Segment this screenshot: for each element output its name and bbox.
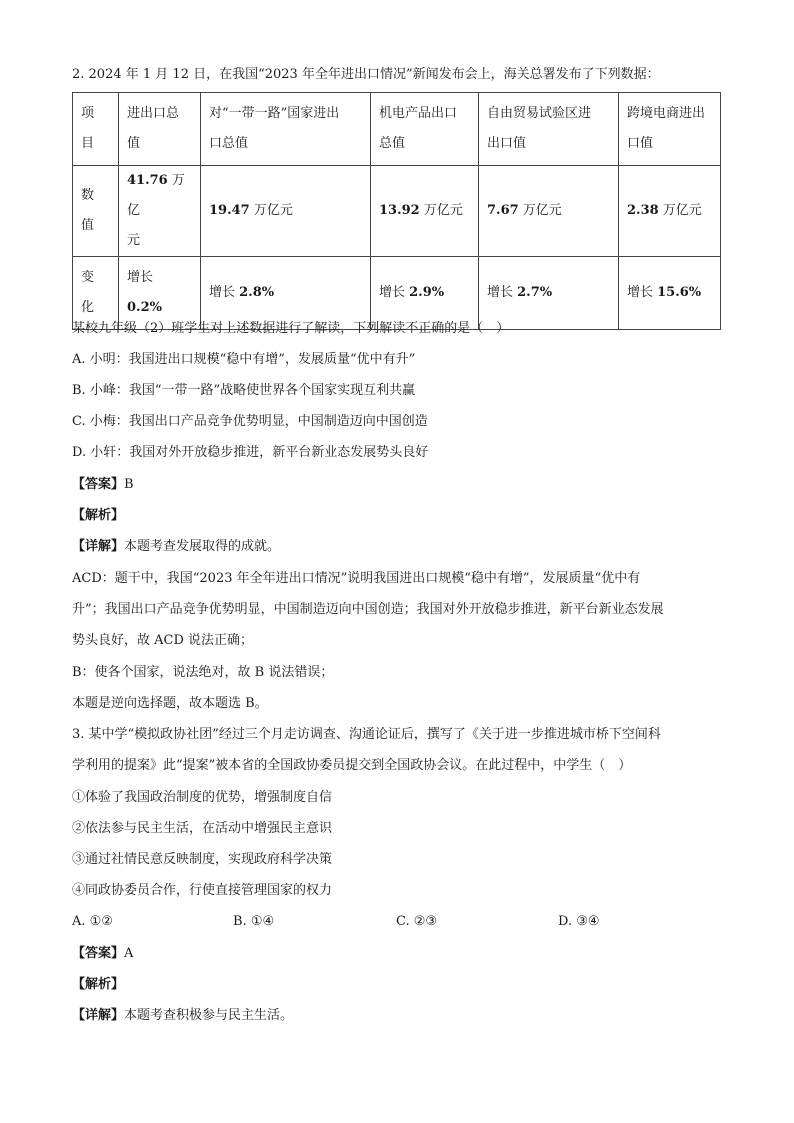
q2-explain-line: 升”；我国出口产品竞争优势明显，中国制造迈向中国创造；我国对外开放稳步推进，新平台新业态发展 [72,602,664,617]
value-cell: 7.67 万亿元 [479,166,619,257]
change-cell: 增长 2.7% [479,257,619,330]
q3-detail: 【详解】本题考查积极参与民主生活。 [72,1008,294,1023]
q2-explain-line: ACD：题干中，我国“2023 年全年进出口情况”说明我国进出口规模“稳中有增”，发展质量“优中有 [72,571,641,586]
value-label-cell: 数 值 [73,166,119,257]
q3-stem-line: 3. 某中学“模拟政协社团”经过三个月走访调查、沟通论证后，撰写了《关于进一步推进城市桥下空间科 [72,727,661,742]
header-cell: 跨境电商进出 口值 [619,93,721,166]
value-cell: 41.76 万亿 元 [119,166,201,257]
value-cell: 2.38 万亿元 [619,166,721,257]
change-cell: 增长 2.8% [201,257,371,330]
q2-detail: 【详解】本题考查发展取得的成就。 [72,539,281,554]
header-cell: 自由贸易试验区进 出口值 [479,93,619,166]
table-value-row [73,166,721,257]
q2-option-d: D. 小轩：我国对外开放稳步推进，新平台新业态发展势头良好 [72,445,429,460]
q2-question: 某校九年级（2）班学生对上述数据进行了解读，下列解读不正确的是（ ） [72,321,510,336]
value-cell: 19.47 万亿元 [201,166,371,257]
q2-explain-line: 势头良好，故 ACD 说法正确； [72,633,254,648]
table-change-row [73,257,721,330]
change-label-cell: 变 化 [73,257,119,330]
q3-option-c: C. ②③ [396,914,438,929]
header-cell: 进出口总 值 [119,93,201,166]
change-cell: 增长 2.9% [371,257,479,330]
q2-option-b: B. 小峰：我国“一带一路”战略使世界各个国家实现互利共赢 [72,383,416,398]
q2-analysis-label: 【解析】 [72,508,125,523]
header-cell: 机电产品出口 总值 [371,93,479,166]
q3-option-b: B. ①④ [233,914,275,929]
header-cell: 对“一带一路”国家进出 口总值 [201,93,371,166]
q3-option-d: D. ③④ [558,914,600,929]
q3-option-a: A. ①② [72,914,113,929]
q2-option-c: C. 小梅：我国出口产品竞争优势明显，中国制造迈向中国创造 [72,414,428,429]
q3-answer: 【答案】A [72,946,134,961]
table-header-row [73,93,721,166]
change-cell: 增长 15.6% [619,257,721,330]
q3-stem-line: 学利用的提案》此“提案”被本省的全国政协委员提交到全国政协会议。在此过程中，中学生（ ） [72,758,632,773]
value-cell: 13.92 万亿元 [371,166,479,257]
q2-explain-line: 本题是逆向选择题，故本题选 B。 [72,696,268,711]
q3-item: ③通过社情民意反映制度，实现政府科学决策 [72,852,333,867]
q2-explain-line: B：使各个国家，说法绝对，故 B 说法错误； [72,665,334,680]
q3-analysis-label: 【解析】 [72,977,125,992]
q2-option-a: A. 小明：我国进出口规模“稳中有增”，发展质量“优中有升” [72,352,416,367]
q3-item: ①体验了我国政治制度的优势，增强制度自信 [72,790,333,805]
table-corner-cell: 项 目 [73,93,119,166]
change-cell: 增长 0.2% [119,257,201,330]
q2-stem: 2. 2024 年 1 月 12 日，在我国“2023 年全年进出口情况”新闻发布会上，海关总署发布了下列数据： [72,67,660,82]
export-data-table [72,92,721,330]
q2-answer: 【答案】B [72,477,134,492]
q3-item: ④同政协委员合作，行使直接管理国家的权力 [72,883,333,898]
q3-item: ②依法参与民主生活，在活动中增强民主意识 [72,821,333,836]
